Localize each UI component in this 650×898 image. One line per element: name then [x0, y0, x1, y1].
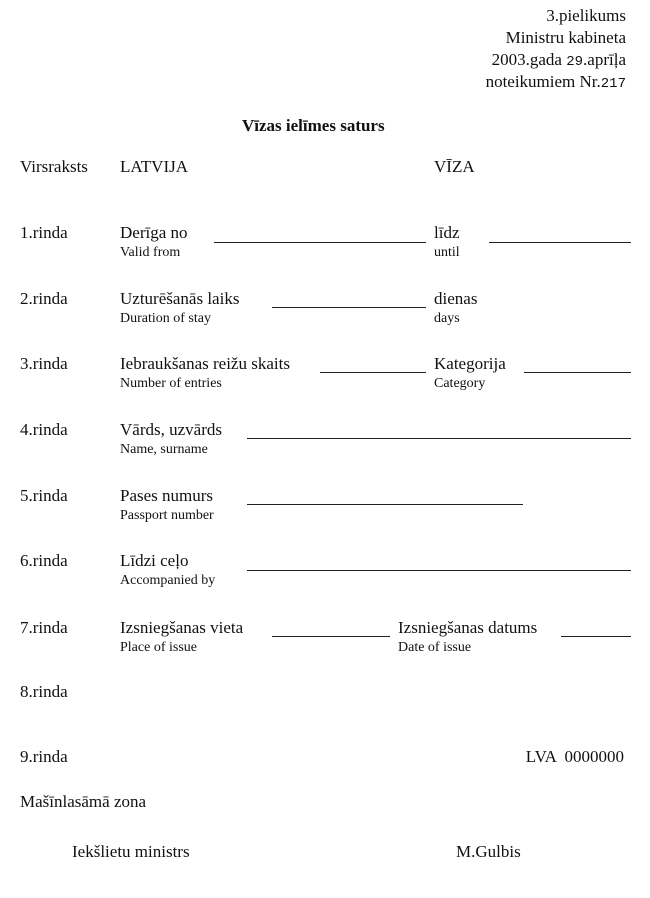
signature-title: Iekšlietu ministrs	[72, 842, 190, 861]
row-3-entries-en: Number of entries	[120, 376, 222, 391]
row-7-date-lv: Izsniegšanas datums	[398, 618, 538, 637]
row-4-name-lv: Vārds, uzvārds	[120, 420, 222, 439]
header-regulation	[486, 72, 626, 92]
heading-row-viza: VĪZA	[434, 157, 475, 176]
row-1-valid-from-en: Valid from	[120, 245, 181, 260]
row-2-days-en: days	[434, 311, 460, 326]
row-6-accompanied-line	[247, 570, 631, 571]
heading-row-latvija: LATVIJA	[120, 157, 188, 176]
row-7-date-line	[561, 636, 631, 637]
row-9-visa-number: LVA 0000000	[525, 747, 624, 766]
row-5-passport-line	[247, 504, 523, 505]
header-regulation-number: 217	[600, 76, 626, 92]
row-7-date-en: Date of issue	[398, 640, 472, 655]
row-1-valid-from-line	[214, 242, 426, 243]
row-7-place-lv: Izsniegšanas vieta	[120, 618, 244, 637]
heading-row-label: Virsraksts	[20, 157, 88, 176]
row-2-duration-line	[272, 307, 426, 308]
row-1-until-line	[489, 242, 631, 243]
row-4-name-line	[247, 438, 631, 439]
row-2-duration-lv: Uzturēšanās laiks	[120, 289, 240, 308]
row-7-place-line	[272, 636, 390, 637]
header-date	[492, 50, 626, 70]
row-3-category-en: Category	[434, 376, 486, 391]
row-9-label: 9.rinda	[20, 747, 68, 766]
row-3-entries-line	[320, 372, 426, 373]
header-date-day: 29	[566, 54, 584, 70]
row-6-accompanied-en: Accompanied by	[120, 573, 216, 588]
row-8-label: 8.rinda	[20, 682, 68, 701]
header-date-month: .aprīļa	[583, 50, 626, 69]
row-6-label: 6.rinda	[20, 551, 68, 570]
row-2-label: 2.rinda	[20, 289, 68, 308]
row-3-category-lv: Kategorija	[434, 354, 506, 373]
row-1-label: 1.rinda	[20, 223, 68, 242]
row-7-label: 7.rinda	[20, 618, 68, 637]
row-4-name-en: Name, surname	[120, 442, 208, 457]
header-cabinet: Ministru kabineta	[505, 28, 626, 47]
signature-name: M.Gulbis	[456, 842, 521, 861]
header-regulation-prefix: noteikumiem Nr.	[485, 72, 601, 91]
row-2-days-lv: dienas	[434, 289, 478, 308]
row-1-valid-from-lv: Derīga no	[120, 223, 188, 242]
row-4-label: 4.rinda	[20, 420, 68, 439]
row-5-passport-lv: Pases numurs	[120, 486, 214, 505]
row-7-place-en: Place of issue	[120, 640, 197, 655]
machine-readable-zone: Mašīnlasāmā zona	[20, 792, 147, 811]
row-3-entries-lv: Iebraukšanas reižu skaits	[120, 354, 290, 373]
row-2-duration-en: Duration of stay	[120, 311, 211, 326]
row-1-until-lv: līdz	[434, 223, 460, 242]
row-3-label: 3.rinda	[20, 354, 68, 373]
row-5-label: 5.rinda	[20, 486, 68, 505]
row-5-passport-en: Passport number	[120, 508, 214, 523]
header-annex-number: 3.pielikums	[546, 6, 626, 25]
header-date-prefix: 2003.gada	[491, 50, 562, 69]
document-title: Vīzas ielīmes saturs	[242, 116, 385, 135]
row-6-accompanied-lv: Līdzi ceļo	[120, 551, 189, 570]
row-1-until-en: until	[434, 245, 460, 260]
row-3-category-line	[524, 372, 631, 373]
